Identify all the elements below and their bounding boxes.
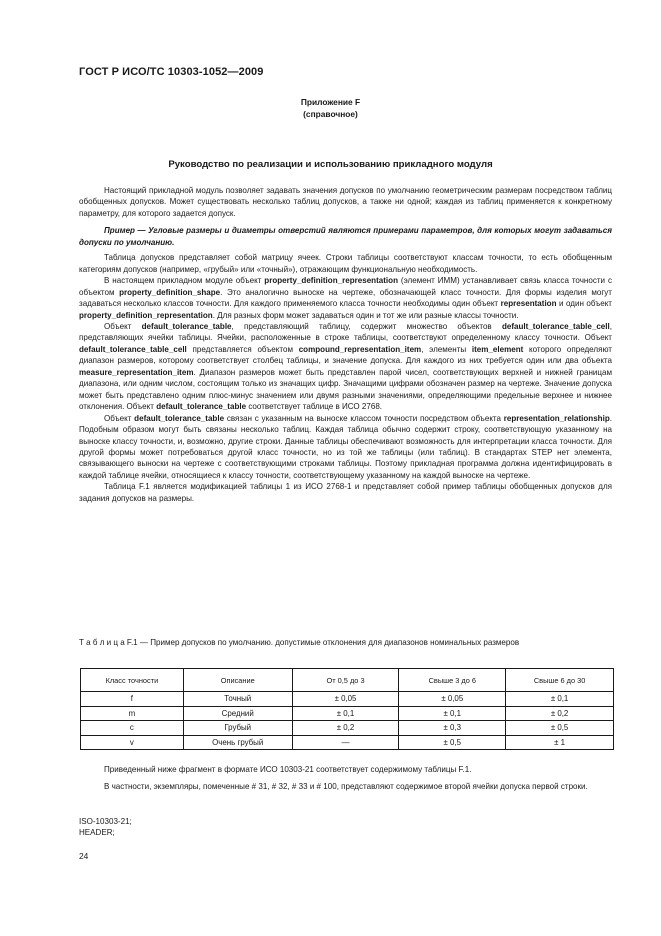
table-cell: Очень грубый	[183, 735, 292, 750]
table-cell: c	[81, 721, 184, 736]
header-cell: Свыше 6 до 30	[506, 669, 614, 692]
example-note: Пример — Угловые размеры и диаметры отверстий являются примерами параметров, для которых могут задаваться допуски по умолчанию.	[79, 226, 612, 247]
table-cell: Грубый	[183, 721, 292, 736]
header-cell: Класс точности	[81, 669, 184, 692]
code-line: ISO-10303-21;	[79, 817, 132, 826]
table-cell: ± 0,5	[399, 735, 506, 750]
post-table-text	[79, 764, 612, 799]
table-caption-label: Т а б л и ц а F.1	[79, 638, 138, 647]
table-cell: f	[81, 692, 184, 707]
table-cell: ± 0,05	[399, 692, 506, 707]
page-number: 24	[79, 851, 89, 861]
table-cell: m	[81, 706, 184, 721]
body-text	[79, 185, 612, 504]
table-cell: ± 0,2	[292, 721, 399, 736]
header-cell: Описание	[183, 669, 292, 692]
table-cell: ± 0,1	[399, 706, 506, 721]
table-cell: ± 1	[506, 735, 614, 750]
table-cell: v	[81, 735, 184, 750]
annex-title: Приложение F	[300, 97, 361, 107]
paragraph-table-description: Таблица допусков представляет собой матрицу ячеек. Строки таблицы соответствуют классам точности, то есть обобщенным категориям допусков (например, «грубый» или «точный»), отражающим функциональную необходимость.	[79, 253, 612, 274]
table-cell: ± 0,1	[506, 692, 614, 707]
table-row	[81, 735, 614, 750]
header-cell: Свыше 3 до 6	[399, 669, 506, 692]
table-caption-text: — Пример допусков по умолчанию. допустимые отклонения для диапазонов номинальных размеров	[137, 638, 520, 647]
document-code: ГОСТ Р ИСО/ТС 10303-1052—2009	[79, 66, 264, 78]
paragraph-instances: В частности, экземпляры, помеченные # 31, # 32, # 33 и # 100, представляют содержимое второй ячейки допуска первой строки.	[104, 782, 588, 792]
table-cell: Средний	[183, 706, 292, 721]
section-title: Руководство по реализации и использованию прикладного модуля	[168, 159, 493, 170]
paragraph-representation: В настоящем прикладном модуле объект property_definition_representation (элемент ИММ) устанавливает связь класса точности с объектом property_definition_shape. Это аналогично выноске на чертеже, обозначающей класс точности. Для формы изделия могут задаваться несколько классов точности. Для каждого применяемого класса точности необходимы один объект representation и один объект property_definition_representation. Для разных форм может задаваться один и тот же или разные классы точности.	[79, 276, 612, 320]
tolerance-table	[80, 668, 614, 750]
table-cell: ± 0,2	[506, 706, 614, 721]
table-header-row	[81, 669, 614, 692]
header-cell: От 0,5 до 3	[292, 669, 399, 692]
table-row	[81, 721, 614, 736]
table-cell: —	[292, 735, 399, 750]
code-fragment	[79, 816, 132, 839]
code-line: HEADER;	[79, 828, 115, 838]
paragraph-relationship: Объект default_tolerance_table связан с указанным на выноске классом точности посредством объекта representation_relationship. Подобным образом могут быть связаны несколько таблиц. Каждая таблица обычно содержит строку, соответствующую указанному на выноске классу точности, и, возможно, другие строки. Данные таблицы обеспечивают возможность для интерпретации класса точности. Для другой формы может потребоваться другой класс точности, но из той же таблицы (или таблиц). В стандартах STEP нет элемента, связывающего выноски на чертеже с соответствующими строками таблицы. Поэтому прикладная программа должна идентифицировать в каждой таблице ячейки, относящиеся к классу точности, соответствующему указанному на каждой выноске на чертеже.	[79, 413, 612, 480]
paragraph-table-reference: Таблица F.1 является модификацией таблицы 1 из ИСО 2768-1 и представляет собой пример таблицы обобщенных допусков для задания допусков на размеры.	[79, 482, 612, 503]
table-cell: ± 0,5	[506, 721, 614, 736]
table-cell: Точный	[183, 692, 292, 707]
paragraph-default-tolerance-table: Объект default_tolerance_table, представляющий таблицу, содержит множество объектов default_tolerance_table_cell, представляющих ячейки таблицы. Ячейки, расположенные в строке таблицы, соответствуют определенному классу точности. Объект default_tolerance_table_cell представляется объектом compound_representation_item, элементы item_element которого определяют диапазон размеров, которому соответствует столбец таблицы, и значение допуска. Для каждого из них требуется один или два объекта measure_representation_item. Диапазон размеров может быть представлен парой чисел, соответствующих верхней и нижней границам диапазона, или одним числом, состоящим только из значащих цифр. Значащими цифрами обозначен размер на чертеже. Значение допуска может быть представлено одним плюс-минус значением или двумя разными значениями, определяющими предельные верхнее и нижнее отклонения. Объект default_tolerance_table соответствует таблице в ИСО 2768.	[79, 321, 612, 412]
paragraph-intro: Настоящий прикладной модуль позволяет задавать значения допусков по умолчанию геометрическим размерам посредством таблиц обобщенных допусков. Может существовать несколько таблиц допусков, а также ни одной; каждая из таблиц применяется к конкретному параметру, для которого задается допуск.	[79, 186, 612, 218]
table-cell: ± 0,1	[292, 706, 399, 721]
paragraph-fragment-intro: Приведенный ниже фрагмент в формате ИСО 10303-21 соответствует содержимому таблицы F.1.	[104, 765, 472, 774]
table-caption	[79, 637, 612, 648]
table-cell: ± 0,05	[292, 692, 399, 707]
table-cell: ± 0,3	[399, 721, 506, 736]
table-row	[81, 706, 614, 721]
annex-subtitle: (справочное)	[303, 109, 358, 119]
table-row	[81, 692, 614, 707]
